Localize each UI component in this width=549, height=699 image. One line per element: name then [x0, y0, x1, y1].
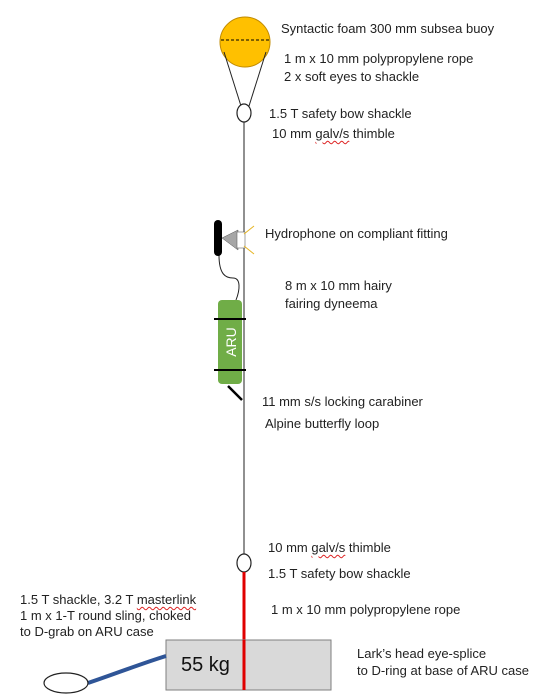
label-lark-1: Lark’s head eye-splice — [357, 646, 487, 661]
label-hydrophone: Hydrophone on compliant fitting — [265, 226, 448, 241]
aru-recorder — [214, 300, 246, 400]
hydrophone-body — [214, 220, 222, 256]
label-soft-eyes: 2 x soft eyes to shackle — [284, 69, 420, 84]
label-butterfly: Alpine butterfly loop — [265, 416, 380, 431]
hydrophone-cone — [222, 230, 238, 250]
compliant-fitting-upper — [244, 226, 254, 234]
carabiner-link — [228, 386, 242, 400]
label-shackle-bottom: 1.5 T safety bow shackle — [268, 566, 411, 581]
round-sling — [88, 656, 166, 683]
label-buoy: Syntactic foam 300 mm subsea buoy — [281, 21, 495, 36]
label-left-dgrab: to D-grab on ARU case — [20, 624, 154, 639]
top-bow-shackle — [237, 104, 251, 122]
label-rope-bottom: 1 m x 10 mm polypropylene rope — [271, 602, 461, 617]
label-thimble-top: 10 mm galv/s thimble — [272, 126, 395, 141]
compliant-fitting-lower — [244, 246, 254, 254]
bottom-bow-shackle — [237, 554, 251, 572]
label-thimble-bottom: 10 mm galv/s thimble — [268, 540, 391, 555]
hydrophone — [214, 220, 254, 300]
subsea-buoy — [220, 17, 270, 67]
label-shackle-top: 1.5 T safety bow shackle — [269, 106, 412, 121]
label-rope-top: 1 m x 10 mm polypropylene rope — [284, 51, 474, 66]
label-left-sling: 1 m x 1-T round sling, choked — [20, 608, 192, 623]
aru-label: ARU — [223, 327, 239, 357]
buoy-body — [220, 17, 270, 67]
sling-eye-ring — [44, 673, 88, 693]
label-lark-2: to D-ring at base of ARU case — [357, 663, 529, 678]
label-carabiner: 11 mm s/s locking carabiner — [262, 394, 423, 409]
hydrophone-cable — [219, 255, 239, 300]
label-left-shackle: 1.5 T shackle, 3.2 T masterlink — [20, 592, 197, 607]
weight-label: 55 kg — [181, 654, 230, 676]
label-dyneema-2: fairing dyneema — [285, 296, 378, 311]
hydrophone-fitting-block — [237, 232, 245, 248]
label-dyneema-1: 8 m x 10 mm hairy — [285, 278, 392, 293]
